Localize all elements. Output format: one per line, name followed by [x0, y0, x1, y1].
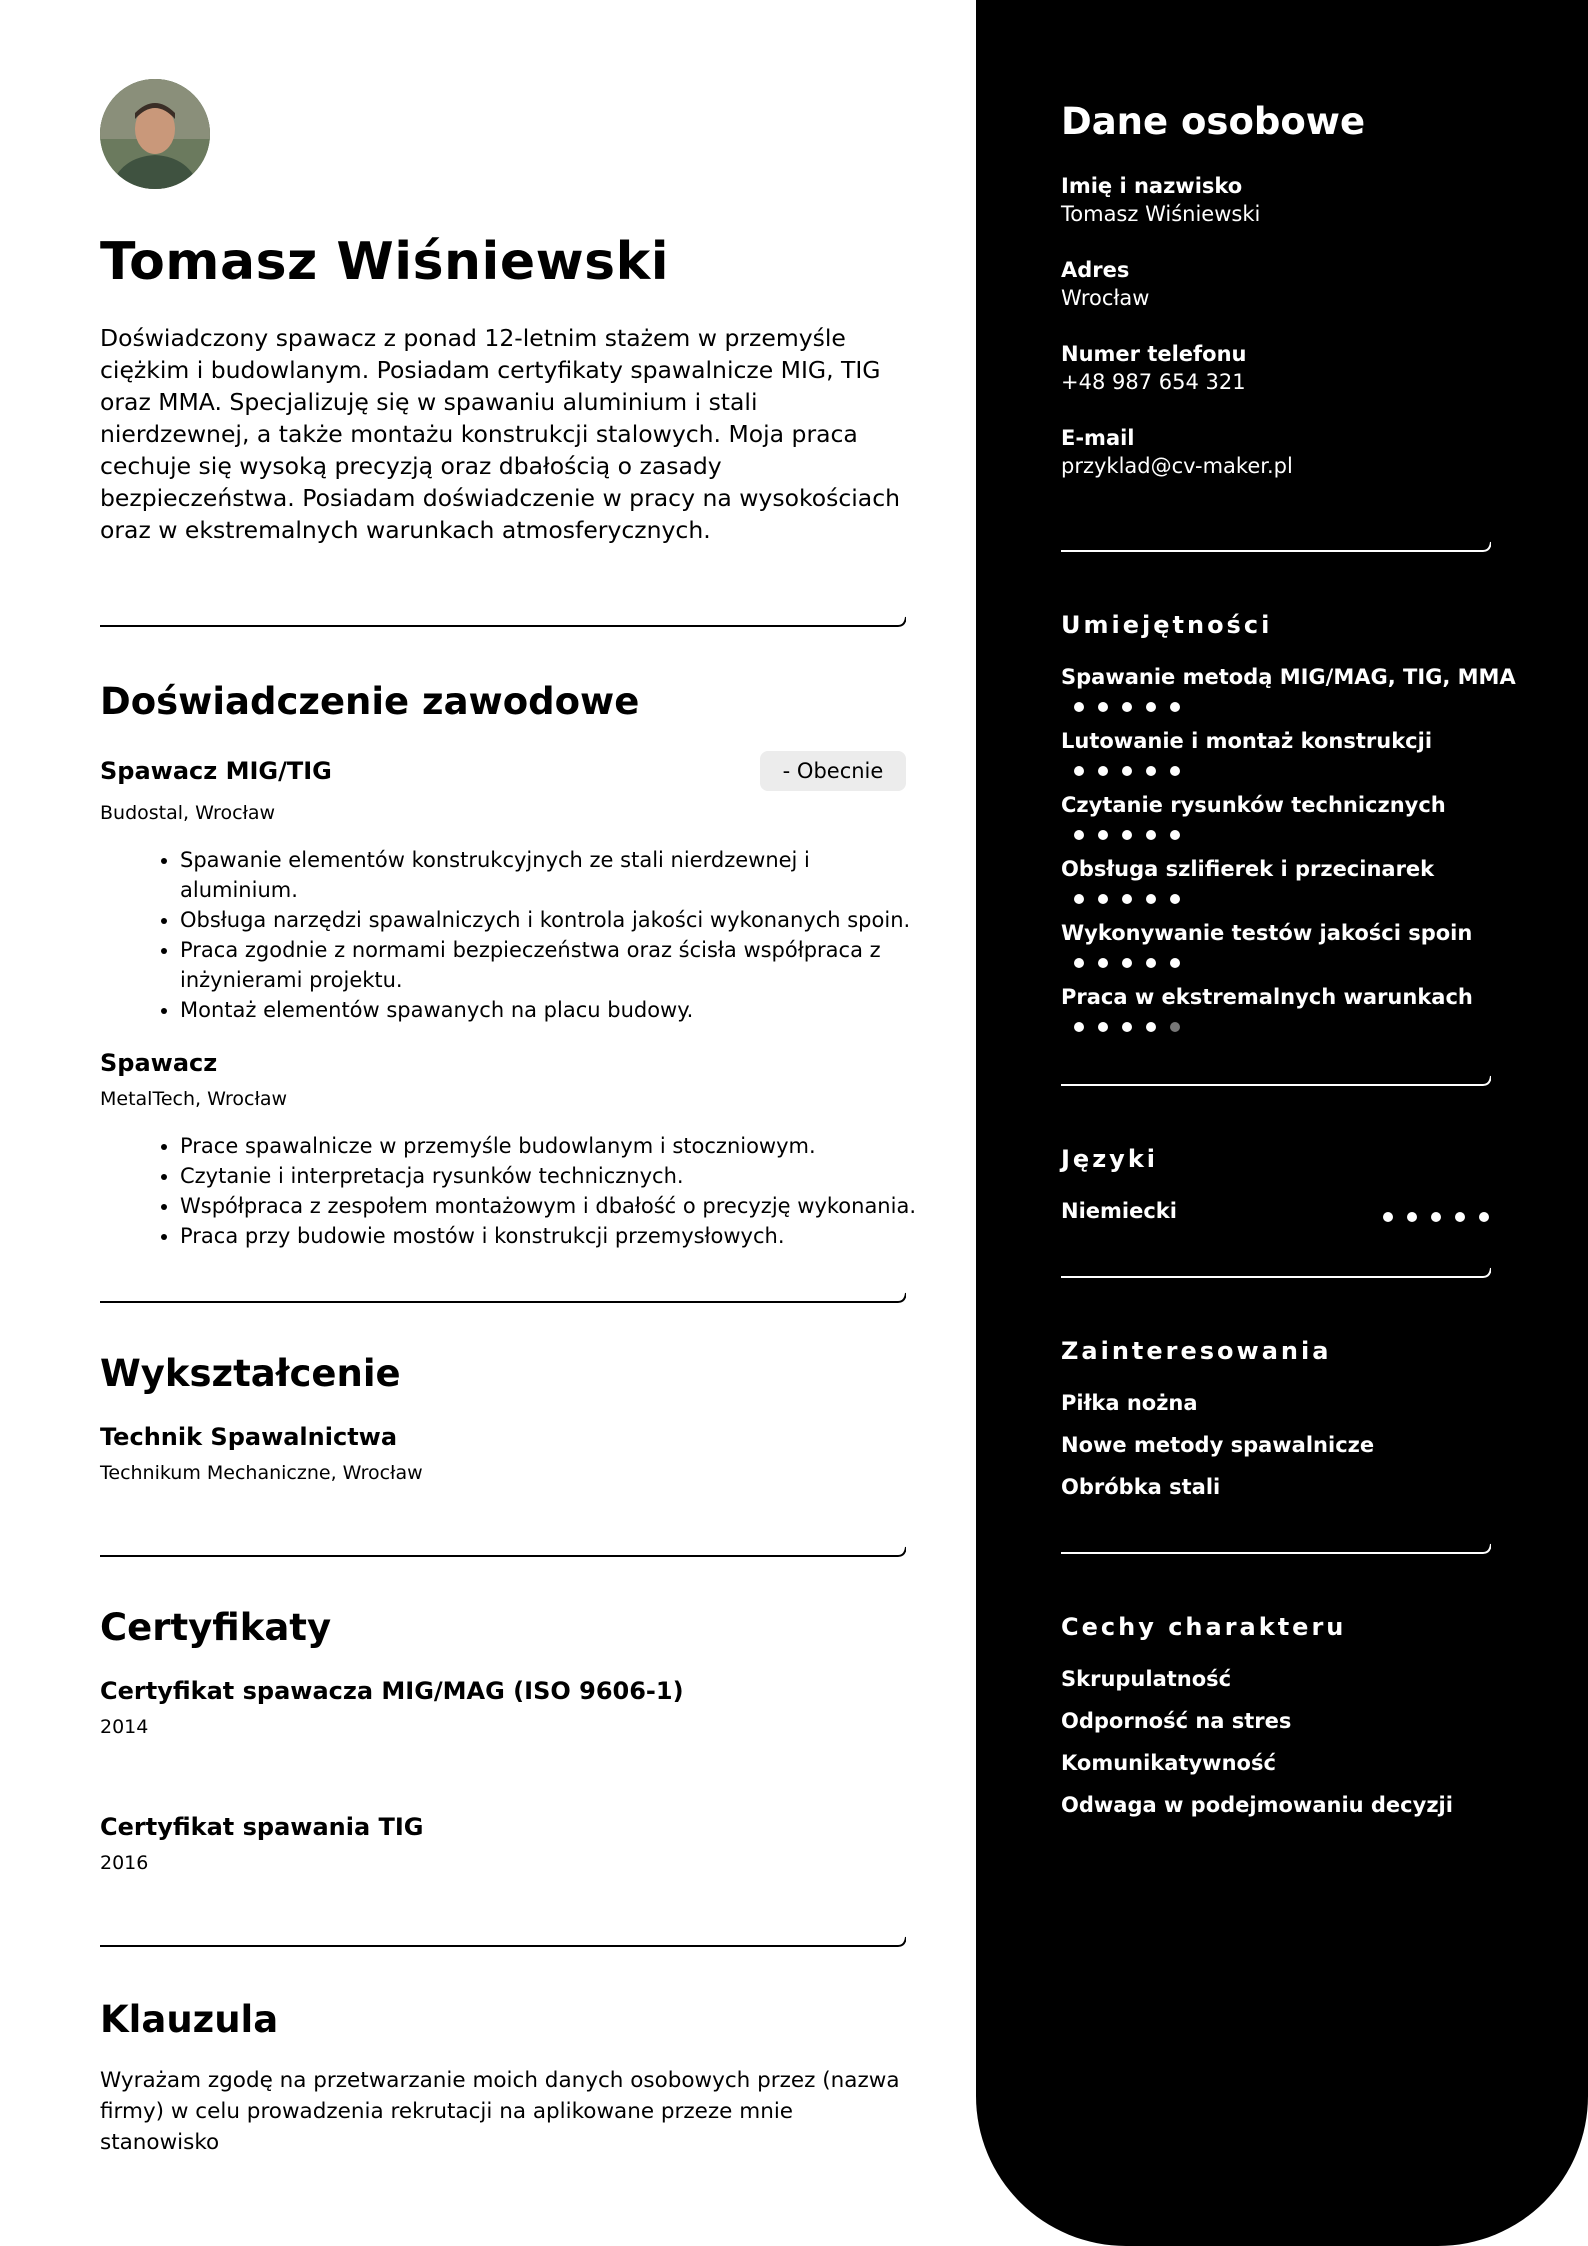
certificate-name: Certyfikat spawacza MIG/MAG (ISO 9606-1): [100, 1677, 684, 1705]
list-item: • Praca przy budowie mostów i konstrukcji przemysłowych.: [180, 1221, 920, 1251]
interest-item: Obróbka stali: [1061, 1475, 1221, 1499]
section-divider: [1061, 1539, 1491, 1553]
trait-item: Odwaga w podejmowaniu decyzji: [1061, 1793, 1453, 1817]
rating-dot: [1098, 766, 1108, 776]
skill-name: Spawanie metodą MIG/MAG, TIG, MMA: [1061, 665, 1516, 689]
skill-name: Lutowanie i montaż konstrukcji: [1061, 729, 1433, 753]
job-company: Budostal, Wrocław: [100, 802, 276, 824]
candidate-name: Tomasz Wiśniewski: [100, 232, 670, 292]
certificates-heading: Certyfikaty: [100, 1606, 332, 1649]
interest-item: Piłka nożna: [1061, 1391, 1198, 1415]
rating-dot: [1074, 958, 1084, 968]
experience-heading: Doświadczenie zawodowe: [100, 680, 640, 723]
language-name: Niemiecki: [1061, 1199, 1177, 1223]
rating-dot: [1098, 958, 1108, 968]
skill-level-dots: [1074, 697, 1194, 709]
education-school: Technikum Mechaniczne, Wrocław: [100, 1462, 423, 1484]
section-divider: [1061, 1071, 1491, 1085]
field-label: Numer telefonu: [1061, 342, 1247, 366]
job-title: Spawacz: [100, 1049, 218, 1077]
rating-dot: [1074, 1022, 1084, 1032]
skill-name: Obsługa szlifierek i przecinarek: [1061, 857, 1435, 881]
skill-name: Wykonywanie testów jakości spoin: [1061, 921, 1473, 945]
rating-dot: [1098, 894, 1108, 904]
rating-dot: [1098, 702, 1108, 712]
rating-dot: [1122, 830, 1132, 840]
education-heading: Wykształcenie: [100, 1352, 401, 1395]
job-duties-list: [100, 1131, 920, 1251]
trait-item: Skrupulatność: [1061, 1667, 1232, 1691]
field-label: E-mail: [1061, 426, 1135, 450]
field-value: Tomasz Wiśniewski: [1061, 202, 1261, 226]
rating-dot: [1170, 830, 1180, 840]
certificate-year: 2014: [100, 1716, 149, 1738]
rating-dot: [1122, 702, 1132, 712]
rating-dot: [1146, 702, 1156, 712]
skill-level-dots: [1074, 761, 1194, 773]
clause-text: Wyrażam zgodę na przetwarzanie moich danych osobowych przez (nazwa firmy) w celu prowadzenia rekrutacji na aplikowane przeze mnie stanowisko: [100, 2068, 900, 2155]
rating-dot: [1146, 958, 1156, 968]
sidebar-panel: [976, 0, 1588, 2246]
rating-dot: [1074, 894, 1084, 904]
rating-dot: [1146, 894, 1156, 904]
certificate-name: Certyfikat spawania TIG: [100, 1813, 424, 1841]
rating-dot: [1383, 1212, 1393, 1222]
certificate-year: 2016: [100, 1852, 149, 1874]
rating-dot: [1098, 1022, 1108, 1032]
skill-name: Praca w ekstremalnych warunkach: [1061, 985, 1473, 1009]
rating-dot: [1407, 1212, 1417, 1222]
job-title: Spawacz MIG/TIG: [100, 757, 332, 785]
trait-item: Odporność na stres: [1061, 1709, 1292, 1733]
section-divider: [100, 1543, 906, 1557]
rating-dot: [1170, 766, 1180, 776]
languages-heading: Języki: [1061, 1145, 1159, 1173]
list-item: • Montaż elementów spawanych na placu budowy.: [180, 995, 920, 1025]
rating-dot: [1122, 766, 1132, 776]
list-item: • Spawanie elementów konstrukcyjnych ze stali nierdzewnej i aluminium.: [180, 845, 920, 905]
job-company: MetalTech, Wrocław: [100, 1088, 288, 1110]
traits-heading: Cechy charakteru: [1061, 1613, 1347, 1641]
rating-dot: [1146, 830, 1156, 840]
rating-dot: [1074, 830, 1084, 840]
job-duties-list: [100, 845, 920, 1025]
rating-dot: [1431, 1212, 1441, 1222]
list-item: • Obsługa narzędzi spawalniczych i kontrola jakości wykonanych spoin.: [180, 905, 920, 935]
rating-dot: [1170, 1022, 1180, 1032]
rating-dot: [1146, 1022, 1156, 1032]
rating-dot: [1074, 766, 1084, 776]
profile-photo: [100, 79, 210, 189]
interests-heading: Zainteresowania: [1061, 1337, 1332, 1365]
list-item: • Czytanie i interpretacja rysunków technicznych.: [180, 1161, 920, 1191]
profile-summary: Doświadczony spawacz z ponad 12-letnim stażem w przemyśle ciężkim i budowlanym. Posiadam certyfikaty spawalnicze MIG, TIG oraz MMA. Specjalizuję się w spawaniu aluminium i stali nierdzewnej, a także montażu konstrukcji stalowych. Moja praca cechuje się wysoką precyzją oraz dbałością o zasady bezpieczeństwa. Posiadam doświadczenie w pracy na wysokościach oraz w ekstremalnych warunkach atmosferycznych.: [100, 324, 901, 544]
list-item: • Współpraca z zespołem montażowym i dbałość o precyzję wykonania.: [180, 1191, 920, 1221]
avatar: [100, 79, 210, 189]
interest-item: Nowe metody spawalnicze: [1061, 1433, 1375, 1457]
trait-item: Komunikatywność: [1061, 1751, 1276, 1775]
rating-dot: [1122, 958, 1132, 968]
skill-level-dots: [1074, 825, 1194, 837]
rating-dot: [1122, 894, 1132, 904]
section-divider: [100, 613, 906, 627]
section-divider: [1061, 1263, 1491, 1277]
status-badge: - Obecnie: [760, 751, 906, 791]
language-level-dots: [1383, 1207, 1503, 1219]
rating-dot: [1455, 1212, 1465, 1222]
clause-heading: Klauzula: [100, 1998, 279, 2041]
skill-level-dots: [1074, 1017, 1194, 1029]
rating-dot: [1098, 830, 1108, 840]
skill-level-dots: [1074, 889, 1194, 901]
section-divider: [100, 1933, 906, 1947]
personal-heading: Dane osobowe: [1061, 100, 1366, 143]
rating-dot: [1170, 958, 1180, 968]
skills-heading: Umiejętności: [1061, 611, 1273, 639]
rating-dot: [1479, 1212, 1489, 1222]
education-degree: Technik Spawalnictwa: [100, 1423, 398, 1451]
email-value: przyklad@cv-maker.pl: [1061, 454, 1293, 478]
rating-dot: [1170, 894, 1180, 904]
field-label: Adres: [1061, 258, 1130, 282]
field-value: Wrocław: [1061, 286, 1150, 310]
field-label: Imię i nazwisko: [1061, 174, 1243, 198]
rating-dot: [1146, 766, 1156, 776]
list-item: • Praca zgodnie z normami bezpieczeństwa oraz ścisła współpraca z inżynierami projektu.: [180, 935, 920, 995]
section-divider: [100, 1289, 906, 1303]
rating-dot: [1074, 702, 1084, 712]
list-item: • Prace spawalnicze w przemyśle budowlanym i stoczniowym.: [180, 1131, 920, 1161]
rating-dot: [1122, 1022, 1132, 1032]
rating-dot: [1170, 702, 1180, 712]
section-divider: [1061, 537, 1491, 551]
skill-name: Czytanie rysunków technicznych: [1061, 793, 1446, 817]
field-value: +48 987 654 321: [1061, 370, 1246, 394]
skill-level-dots: [1074, 953, 1194, 965]
